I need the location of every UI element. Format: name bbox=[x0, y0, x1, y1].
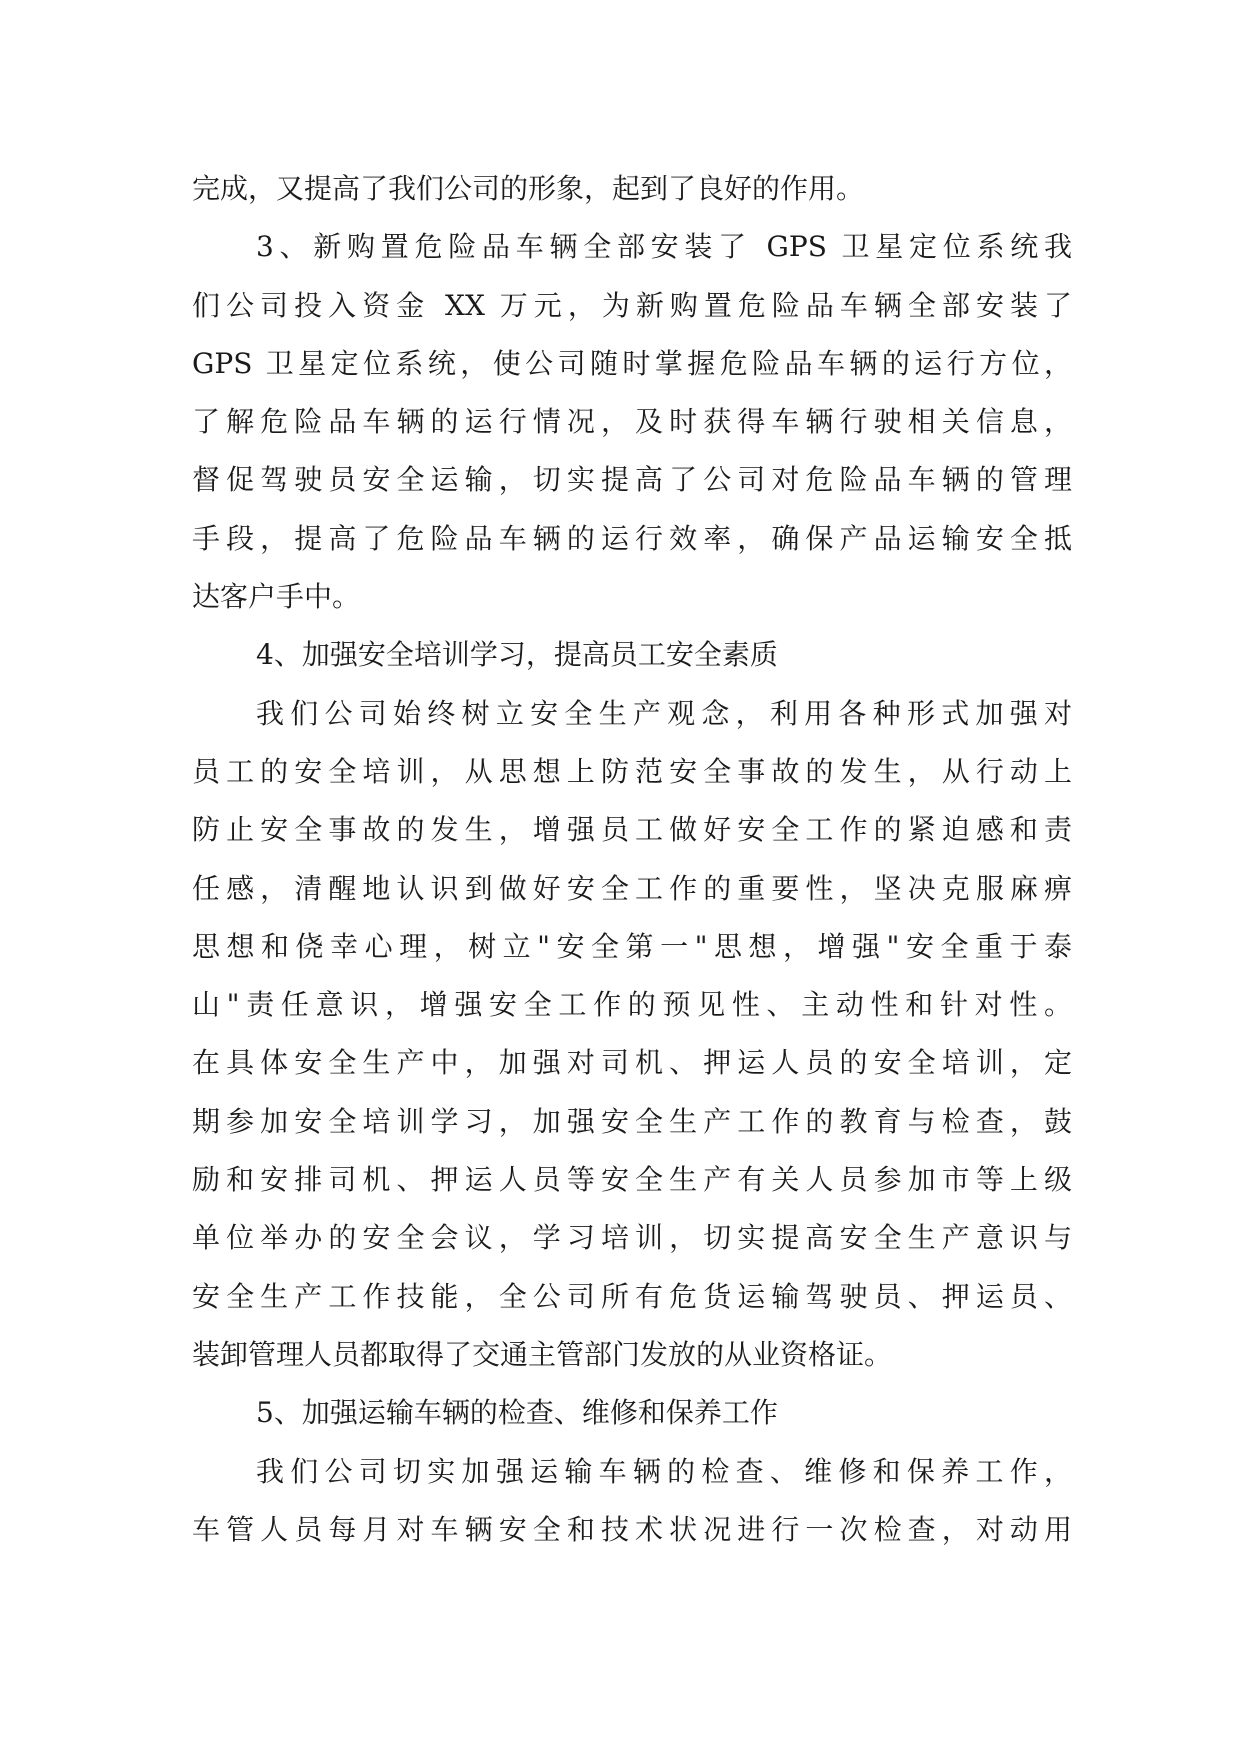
text-line: 装卸管理人员都取得了交通主管部门发放的从业资格证。 bbox=[192, 1337, 893, 1371]
text-line: 手段，提高了危险品车辆的运行效率，确保产品运输安全抵 bbox=[192, 521, 1072, 555]
text-line: 防止安全事故的发生，增强员工做好安全工作的紧迫感和责 bbox=[192, 813, 1072, 847]
text-line: 期参加安全培训学习，加强安全生产工作的教育与检查，鼓 bbox=[192, 1104, 1072, 1138]
text-line: 3、新购置危险品车辆全部安装了 GPS 卫星定位系统我 bbox=[256, 230, 1072, 264]
text-line: 我们公司始终树立安全生产观念，利用各种形式加强对 bbox=[256, 696, 1072, 730]
text-line: 在具体安全生产中，加强对司机、押运人员的安全培训，定 bbox=[192, 1046, 1072, 1080]
text-line: 我们公司切实加强运输车辆的检查、维修和保养工作， bbox=[256, 1454, 1072, 1488]
text-line: 达客户手中。 bbox=[192, 580, 361, 614]
text-line: 督促驾驶员安全运输，切实提高了公司对危险品车辆的管理 bbox=[192, 463, 1072, 497]
text-line: 完成，又提高了我们公司的形象，起到了良好的作用。 bbox=[192, 172, 865, 205]
text-line: 了解危险品车辆的运行情况，及时获得车辆行驶相关信息， bbox=[192, 405, 1072, 439]
text-line: 励和安排司机、押运人员等安全生产有关人员参加市等上级 bbox=[192, 1163, 1072, 1197]
text-line: 安全生产工作技能，全公司所有危货运输驾驶员、押运员、 bbox=[192, 1279, 1072, 1313]
text-line: 任感，清醒地认识到做好安全工作的重要性，坚决克服麻痹 bbox=[192, 871, 1072, 905]
text-line: 单位举办的安全会议，学习培训，切实提高安全生产意识与 bbox=[192, 1221, 1072, 1255]
text-line: 们公司投入资金 XX 万元，为新购置危险品车辆全部安装了 bbox=[192, 288, 1072, 322]
body-text bbox=[192, 160, 1072, 1559]
text-line: 5、加强运输车辆的检查、维修和保养工作 bbox=[256, 1396, 778, 1430]
text-line: 山"责任意识，增强安全工作的预见性、主动性和针对性。 bbox=[192, 988, 1072, 1022]
text-line: 车管人员每月对车辆安全和技术状况进行一次检查，对动用 bbox=[192, 1512, 1072, 1546]
text-line: 4、加强安全培训学习，提高员工安全素质 bbox=[256, 638, 778, 672]
text-line: 员工的安全培训，从思想上防范安全事故的发生，从行动上 bbox=[192, 754, 1072, 788]
text-line: GPS 卫星定位系统，使公司随时掌握危险品车辆的运行方位， bbox=[192, 346, 1072, 380]
text-line: 思想和侥幸心理，树立"安全第一"思想，增强"安全重于泰 bbox=[192, 929, 1072, 963]
